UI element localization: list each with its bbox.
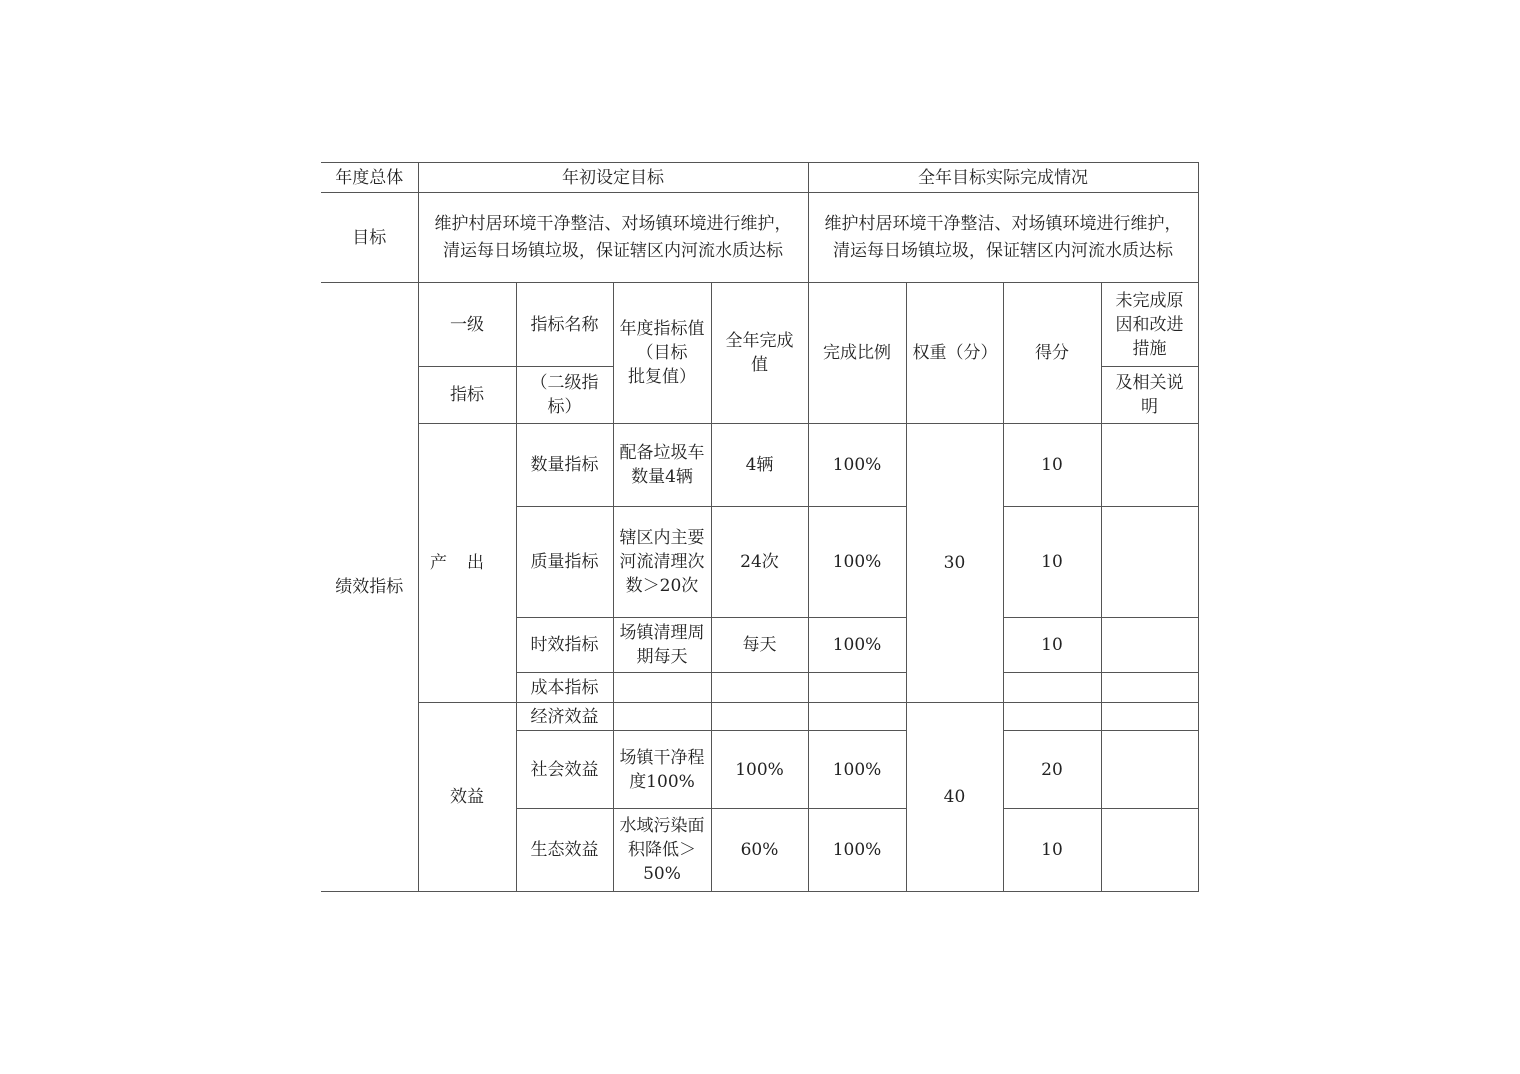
goal-row: [321, 193, 1198, 283]
indicator-target: 辖区内主要河流清理次数＞20次: [613, 507, 711, 618]
indicator-completed: 100%: [711, 731, 808, 809]
indicator-ratio: 100%: [808, 809, 906, 892]
col-score: 得分: [1003, 283, 1101, 424]
indicator-reason: [1101, 731, 1198, 809]
table-row: [321, 424, 1198, 507]
column-header-row-1: [321, 283, 1198, 367]
indicator-ratio: 100%: [808, 618, 906, 673]
col-level1-a: 一级: [418, 283, 516, 367]
output-weight: 30: [906, 424, 1003, 703]
indicator-completed: 每天: [711, 618, 808, 673]
indicator-score: [1003, 673, 1101, 703]
col-level1-b: 指标: [418, 367, 516, 424]
indicator-name: 质量指标: [516, 507, 613, 618]
col-name-a: 指标名称: [516, 283, 613, 367]
indicator-reason: [1101, 809, 1198, 892]
indicator-target: [613, 703, 711, 731]
table-row: [321, 703, 1198, 731]
indicator-reason: [1101, 703, 1198, 731]
benefit-label: 效益: [418, 703, 516, 892]
col-annual-target: [613, 283, 711, 424]
indicator-score: 10: [1003, 809, 1101, 892]
indicator-ratio: [808, 703, 906, 731]
col-annual-target-b: 批复值）: [628, 367, 696, 387]
indicator-completed: 4辆: [711, 424, 808, 507]
performance-table: [321, 162, 1199, 892]
indicators-label: 绩效指标: [321, 283, 418, 892]
indicator-target: 场镇干净程度100%: [613, 731, 711, 809]
benefit-weight: 40: [906, 703, 1003, 892]
col-completed: 全年完成值: [711, 283, 808, 424]
indicator-target: 场镇清理周期每天: [613, 618, 711, 673]
header-annual-overall: 年度总体: [321, 163, 418, 193]
header-actual-completion: 全年目标实际完成情况: [808, 163, 1198, 193]
indicator-reason: [1101, 507, 1198, 618]
indicator-name: 经济效益: [516, 703, 613, 731]
indicator-score: 10: [1003, 507, 1101, 618]
indicator-completed: [711, 703, 808, 731]
indicator-name: 数量指标: [516, 424, 613, 507]
col-annual-target-a: 年度指标值（目标: [619, 319, 705, 363]
indicator-score: 10: [1003, 424, 1101, 507]
col-name-b: （二级指标）: [516, 367, 613, 424]
indicator-ratio: 100%: [808, 731, 906, 809]
indicator-score: 20: [1003, 731, 1101, 809]
indicator-ratio: 100%: [808, 424, 906, 507]
col-ratio: 完成比例: [808, 283, 906, 424]
indicator-ratio: 100%: [808, 507, 906, 618]
header-row: [321, 163, 1198, 193]
indicator-completed: 24次: [711, 507, 808, 618]
indicator-target: 配备垃圾车数量4辆: [613, 424, 711, 507]
indicator-name: 社会效益: [516, 731, 613, 809]
indicator-name: 时效指标: [516, 618, 613, 673]
col-reason-b: 及相关说明: [1101, 367, 1198, 424]
indicator-reason: [1101, 424, 1198, 507]
indicator-name: 成本指标: [516, 673, 613, 703]
goal-actual-text: 维护村居环境干净整洁、对场镇环境进行维护，清运每日场镇垃圾，保证辖区内河流水质达标: [808, 193, 1198, 283]
indicator-reason: [1101, 618, 1198, 673]
indicator-ratio: [808, 673, 906, 703]
indicator-name: 生态效益: [516, 809, 613, 892]
output-label: 产出: [418, 424, 516, 703]
indicator-reason: [1101, 673, 1198, 703]
indicator-score: 10: [1003, 618, 1101, 673]
indicator-target: 水域污染面积降低＞50%: [613, 809, 711, 892]
goal-label: 目标: [321, 193, 418, 283]
header-set-target: 年初设定目标: [418, 163, 808, 193]
col-reason-a: 未完成原因和改进措施: [1101, 283, 1198, 367]
indicator-completed: 60%: [711, 809, 808, 892]
indicator-target: [613, 673, 711, 703]
indicator-completed: [711, 673, 808, 703]
goal-set-target-text: 维护村居环境干净整洁、对场镇环境进行维护，清运每日场镇垃圾，保证辖区内河流水质达标: [418, 193, 808, 283]
col-weight: 权重（分）: [906, 283, 1003, 424]
indicator-score: [1003, 703, 1101, 731]
